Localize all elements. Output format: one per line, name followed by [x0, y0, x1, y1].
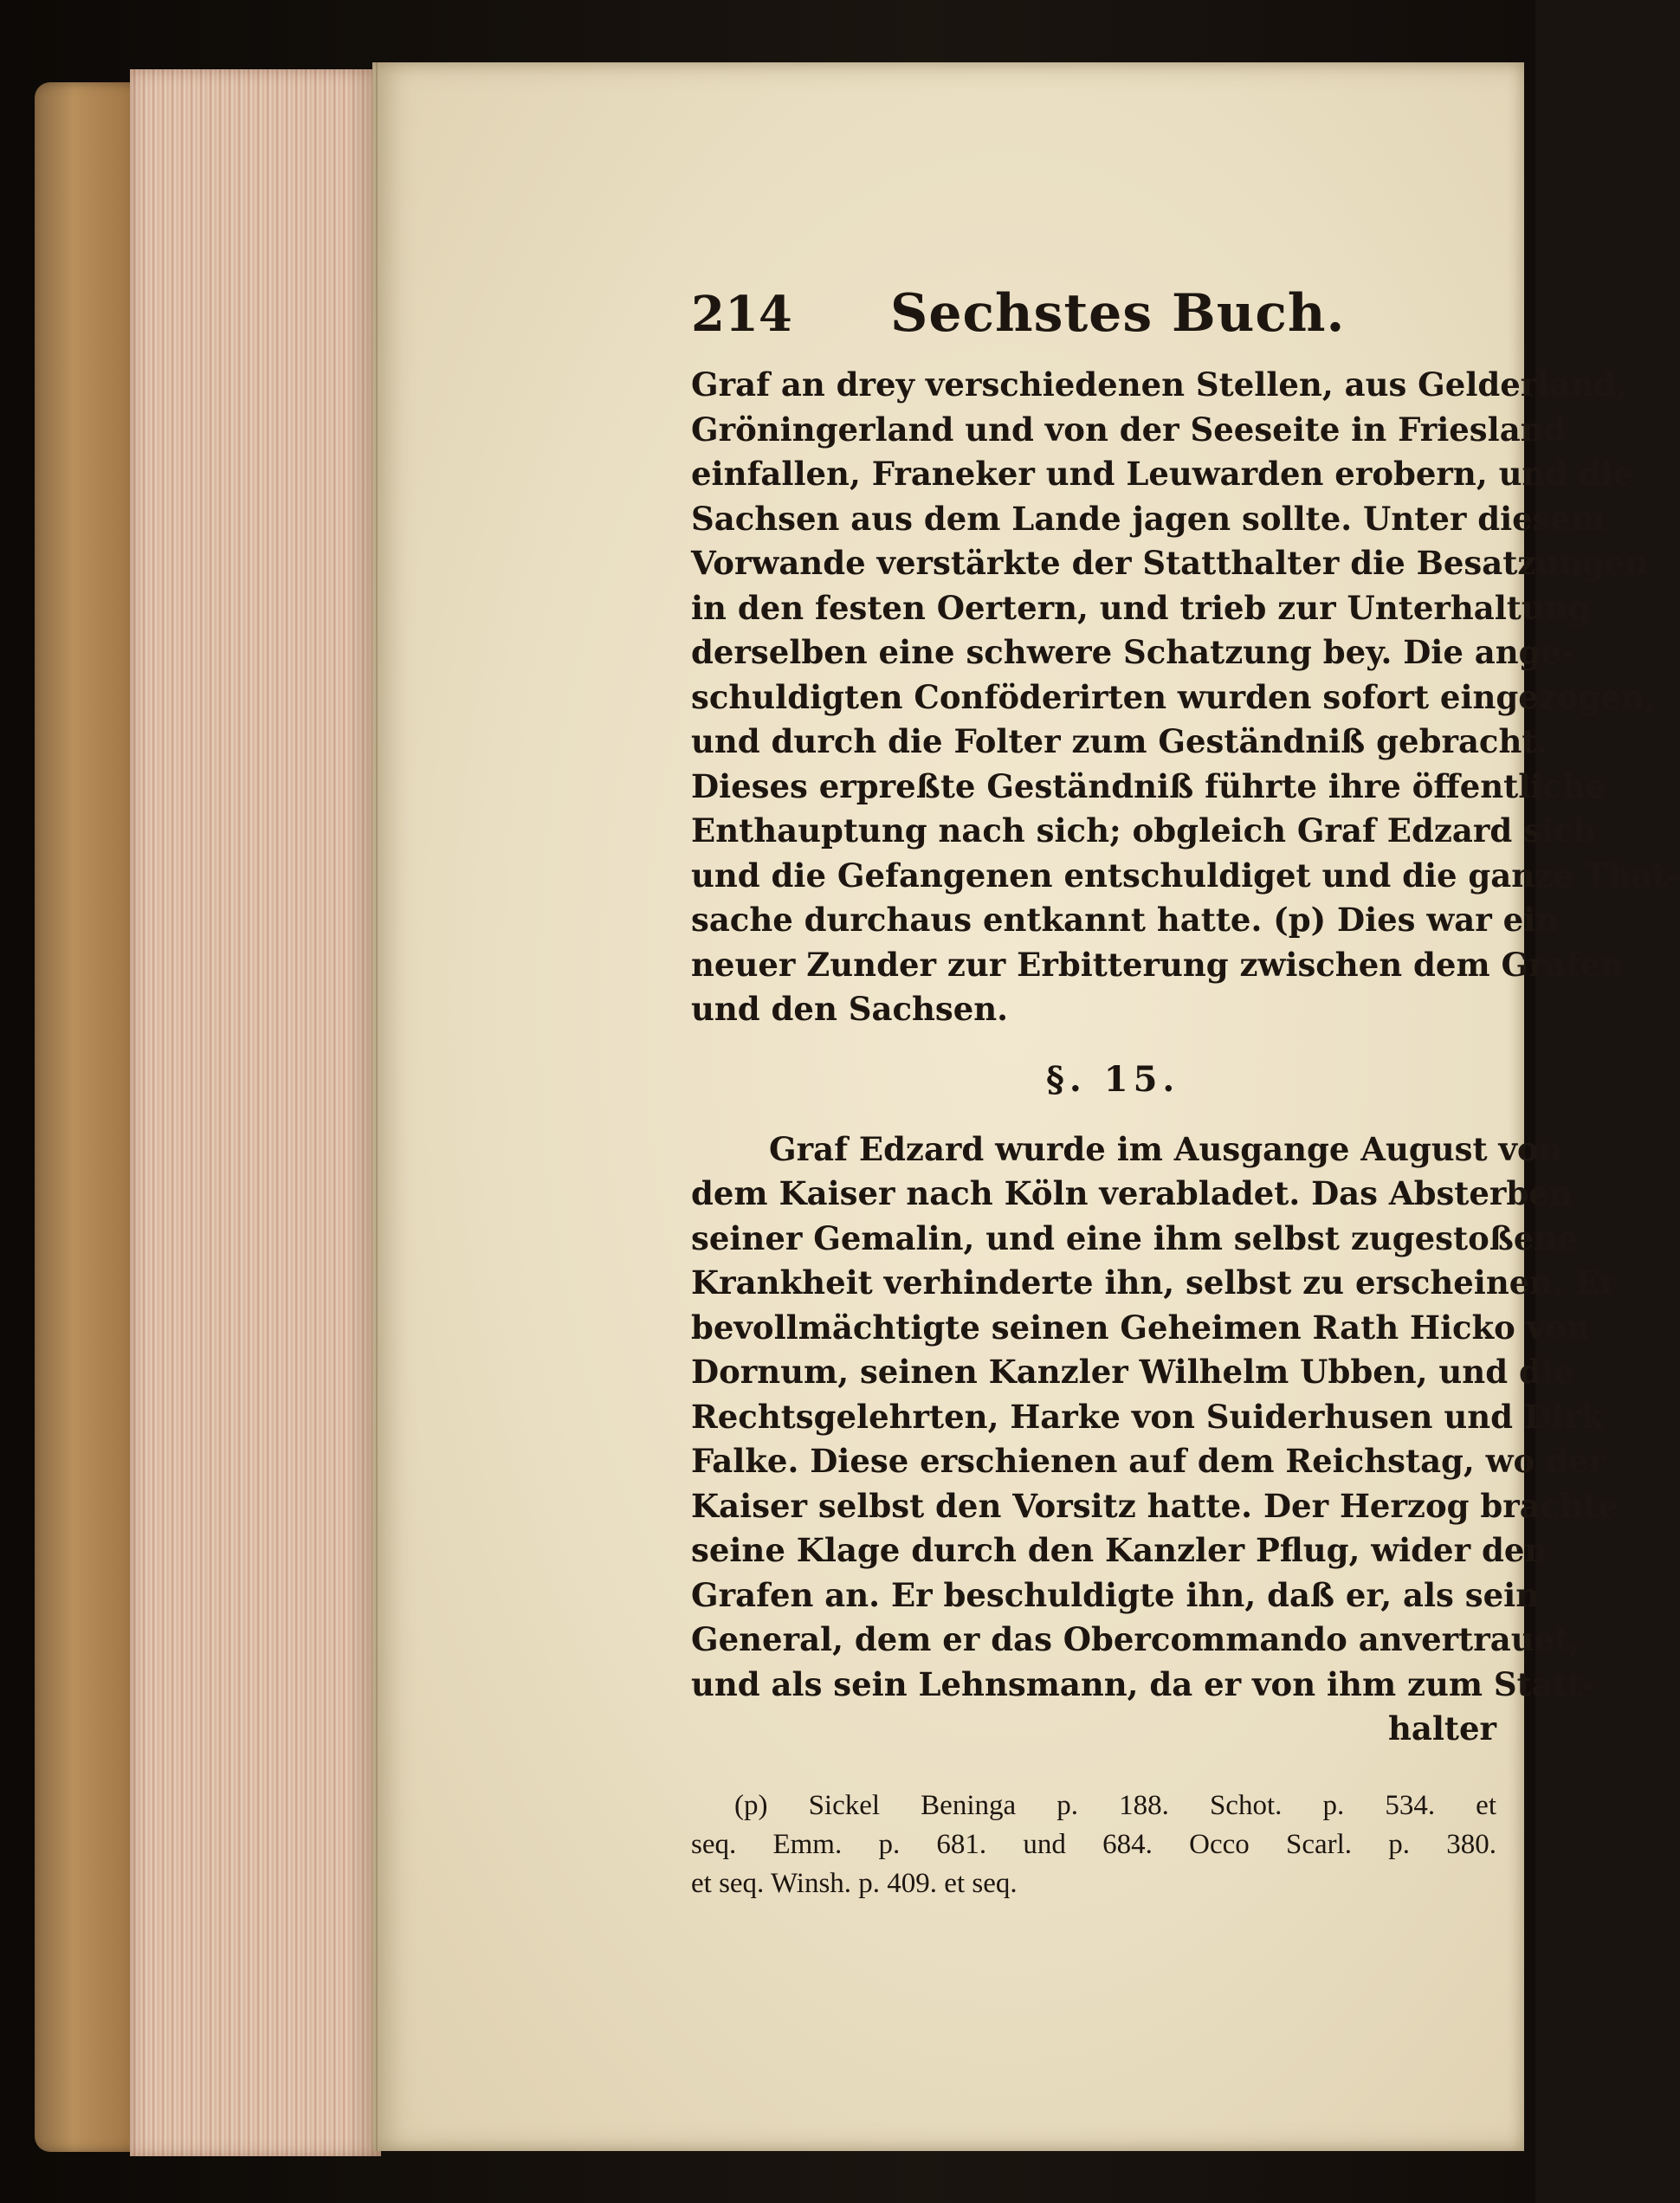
text-line: dem Kaiser nach Köln verabladet. Das Absterben: [691, 1174, 1573, 1212]
text-line: Sachsen aus dem Lande jagen sollte. Unter diesem: [691, 499, 1606, 538]
page-header: [691, 283, 1496, 363]
text-line: und durch die Folter zum Geständniß gebracht.: [691, 722, 1548, 760]
text-line: bevollmächtigte seinen Geheimen Rath Hicko von: [691, 1308, 1590, 1347]
text-line: Dieses erpreßte Geständniß führte ihre öffentliche: [691, 766, 1606, 805]
text-line: schuldigten Conföderirten wurden sofort eingezogen,: [691, 677, 1656, 716]
text-line: Dornum, seinen Kanzler Wilhelm Ubben, und die: [691, 1353, 1574, 1391]
text-line: seine Klage durch den Kanzler Pflug, wider den: [691, 1531, 1548, 1569]
text-line: sache durchaus entkannt hatte. (p) Dies war ein: [691, 901, 1560, 939]
text-line: Grafen an. Er beschuldigte ihn, daß er, als sein: [691, 1575, 1540, 1614]
text-line: und als sein Lehnsmann, da er von ihm zum Statt-: [691, 1664, 1596, 1703]
text-line: und die Gefangenen entschuldiget und die ganze That-: [691, 856, 1680, 895]
text-line: und den Sachsen.: [691, 990, 1009, 1028]
text-line: Graf an drey verschiedenen Stellen, aus Gelderland,: [691, 365, 1627, 404]
footnote-line: et seq. Winsh. p. 409. et seq.: [691, 1867, 1018, 1899]
text-line: Vorwande verstärkte der Statthalter die Besatzungen: [691, 544, 1649, 582]
text-line: derselben eine schwere Schatzung bey. Die ange-: [691, 633, 1575, 671]
footnotes: [691, 1786, 1496, 1903]
text-line: in den festen Oertern, und trieb zur Unterhaltung: [691, 588, 1591, 627]
text-line: neuer Zunder zur Erbitterung zwischen dem Grafen: [691, 945, 1624, 984]
page-stack-fore-edge: [130, 69, 381, 2156]
text-line: seiner Gemalin, und eine ihm selbst zugestoßene: [691, 1218, 1578, 1257]
text-line: General, dem er das Obercommando anvertrauet,: [691, 1620, 1581, 1658]
page-gutter: [376, 62, 378, 2151]
footnote-line: (p) Sickel Beninga p. 188. Schot. p. 534. et: [734, 1789, 1496, 1821]
book-page: [372, 62, 1680, 2151]
text-line: Rechtsgelehrten, Harke von Suiderhusen und Dirk: [691, 1397, 1604, 1436]
text-line: Enthauptung nach sich; obgleich Graf Edzard sich: [691, 811, 1597, 850]
text-line: Graf Edzard wurde im Ausgange August von: [769, 1129, 1562, 1168]
text-line: Krankheit verhinderte ihn, selbst zu erscheinen. Er: [691, 1263, 1617, 1302]
paragraph-2: [691, 1127, 1619, 1752]
footnote-line: seq. Emm. p. 681. und 684. Occo Scarl. p. 380.: [691, 1828, 1496, 1860]
text-line: einfallen, Franeker und Leuwarden erobern, und die: [691, 455, 1634, 493]
text-line: Kaiser selbst den Vorsitz hatte. Der Herzog brachte: [691, 1486, 1619, 1525]
paragraph-1: [691, 363, 1680, 1032]
running-head: Sechstes Buch.: [890, 283, 1346, 344]
section-heading: §. 15.: [1046, 1058, 1180, 1100]
page-text-block: [691, 283, 1680, 1903]
catchword: halter: [1387, 1709, 1496, 1748]
text-line: Gröningerland und von der Seeseite in Friesland: [691, 410, 1567, 449]
page-number: 214: [691, 286, 792, 343]
text-line: Falke. Diese erschienen auf dem Reichstag, wo der: [691, 1442, 1606, 1480]
